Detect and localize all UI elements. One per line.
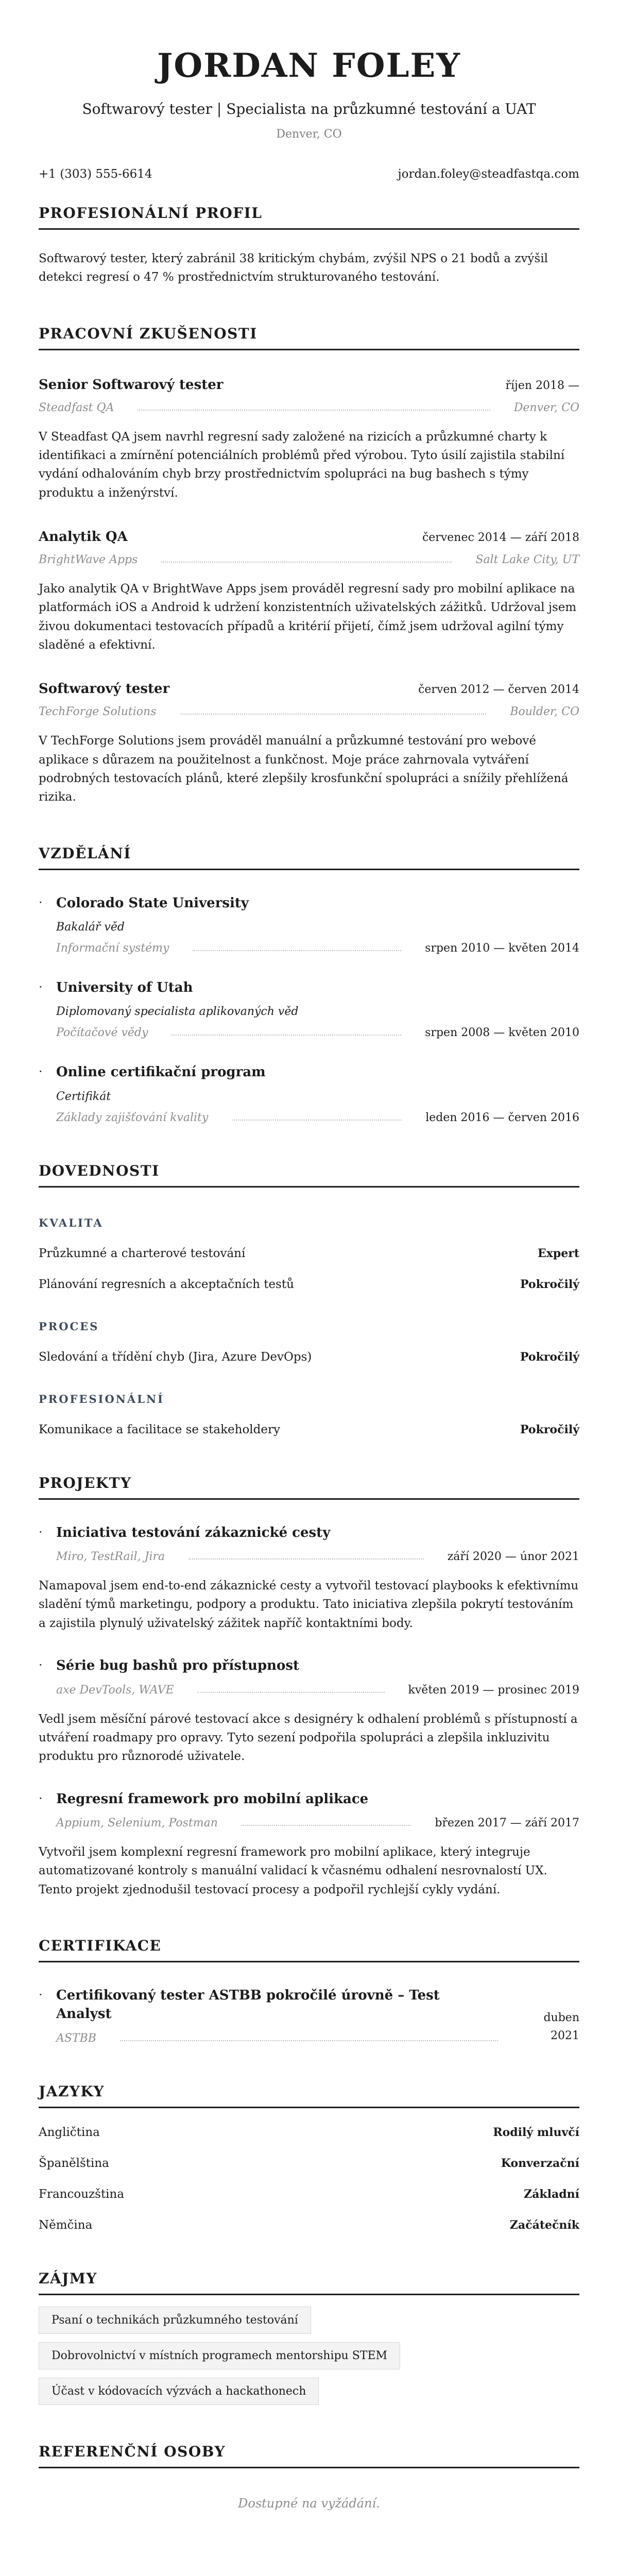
certification-issuer-row — [56, 2032, 522, 2045]
project-dates: březen 2017 — září 2017 — [435, 1816, 579, 1829]
language-row — [39, 2126, 579, 2139]
project-content — [56, 1790, 579, 1829]
dotted-leader — [232, 1120, 402, 1121]
project-description: Vedl jsem měsíční párové testovací akce s designéry k odhalení problémů s přístupností a utváření roadmapy pro opravy. Tyto sezení podpořila spolupráci a zlepšila inkluzivitu produktu pro různorodé uživatele. — [39, 1712, 578, 1764]
job-title: Senior Softwarový tester — [39, 377, 224, 393]
language-level: Konverzační — [501, 2156, 579, 2170]
education-dates: srpen 2008 — květen 2010 — [425, 1026, 579, 1040]
education-content — [56, 894, 579, 955]
field-of-study: Základy zajišťování kvality — [56, 1111, 209, 1124]
phone-number: +1 (303) 555-6614 — [39, 167, 152, 181]
bullet-icon — [39, 1790, 56, 1829]
job-title: Analytik QA — [39, 529, 128, 545]
dotted-leader — [180, 714, 487, 715]
language-row — [39, 2157, 579, 2170]
dotted-leader — [171, 1035, 401, 1036]
section-languages — [39, 2083, 579, 2232]
interest-tag: Psaní o technikách průzkumného testování — [39, 2307, 311, 2334]
job-company-row — [39, 705, 579, 718]
skill-level: Pokročilý — [520, 1350, 579, 1364]
certification-content — [56, 1986, 579, 2045]
degree-name: Diplomovaný specialista aplikovaných věd — [56, 1005, 299, 1019]
project-description: Vytvořil jsem komplexní regresní framework pro mobilní aplikace, který integruje automatizované kontroly s manuální validací k včasnému odhalení nesrovnalostí UX. Tento projekt zjednodušil testovací procesy a podpořil rychlejší cykly vydání. — [39, 1845, 547, 1896]
interest-tags — [39, 2307, 579, 2405]
section-interests — [39, 2270, 579, 2405]
job-location: Boulder, CO — [510, 705, 579, 719]
project-dates: květen 2019 — prosinec 2019 — [408, 1683, 579, 1697]
education-dates: leden 2016 — červen 2016 — [425, 1111, 579, 1124]
skill-row — [39, 1278, 579, 1291]
project-tools-row — [56, 1550, 579, 1563]
education-entry — [39, 978, 579, 1039]
job-title: Softwarový tester — [39, 681, 170, 697]
job-location: Denver, CO — [513, 401, 579, 414]
candidate-name: JORDAN FOLEY — [157, 46, 461, 85]
project-content — [56, 1656, 579, 1696]
project-tools: axe DevTools, WAVE — [56, 1683, 174, 1697]
education-field-row — [56, 1111, 579, 1124]
skill-level: Pokročilý — [520, 1277, 579, 1291]
certification-date: duben 2021 — [543, 2011, 579, 2042]
certification-left — [56, 1986, 522, 2045]
project-content — [56, 1523, 579, 1563]
education-field-row — [56, 1026, 579, 1039]
skill-row — [39, 1247, 579, 1260]
language-level: Základní — [524, 2187, 579, 2201]
certification-title: Certifikovaný tester ASTBB pokročilé úrovně – Test Analyst — [56, 1987, 440, 2022]
skill-name: Průzkumné a charterové testování — [39, 1246, 246, 1260]
job-company: BrightWave Apps — [39, 553, 138, 566]
language-level: Rodilý mluvčí — [493, 2125, 579, 2139]
project-entry — [39, 1523, 579, 1563]
section-heading-skills: DOVEDNOSTI — [39, 1162, 579, 1188]
section-heading-references: REFERENČNÍ OSOBY — [39, 2443, 579, 2468]
interest-tag: Účast v kódovacích výzvách a hackathonech — [39, 2378, 319, 2405]
references-note: Dostupné na vyžádání. — [238, 2496, 380, 2511]
section-heading-projects: PROJEKTY — [39, 1475, 579, 1500]
language-row — [39, 2218, 579, 2232]
dotted-leader — [198, 1692, 385, 1693]
skill-name: Sledování a třídění chyb (Jira, Azure DevOps) — [39, 1350, 312, 1364]
project-description: Namapoval jsem end-to-end zákaznické cesty a vytvořil testovací playbooks k efektivnímu sladění týmů marketingu, podpory a produktu. Tato iniciativa zlepšila pokrytí testováním a zajistila plynulý uživatelský zážitek napříč kontaktními body. — [39, 1579, 579, 1630]
skill-category: KVALITA — [39, 1216, 104, 1229]
section-heading-certifications: CERTIFIKACE — [39, 1937, 579, 1962]
job-company: TechForge Solutions — [39, 705, 157, 719]
skill-level: Pokročilý — [520, 1422, 579, 1436]
project-tools-row — [56, 1684, 579, 1697]
project-dates: září 2020 — únor 2021 — [447, 1550, 579, 1564]
field-of-study: Informační systémy — [56, 941, 169, 955]
section-skills — [39, 1162, 579, 1436]
job-entry — [39, 529, 579, 654]
language-name: Němčina — [39, 2218, 93, 2232]
job-dates: červenec 2014 — září 2018 — [422, 531, 579, 544]
project-tools: Miro, TestRail, Jira — [56, 1550, 165, 1564]
skill-name: Plánování regresních a akceptačních testů — [39, 1277, 294, 1291]
school-name: Online certifikační program — [56, 1064, 266, 1080]
skill-row — [39, 1423, 579, 1436]
job-description: V Steadfast QA jsem navrhl regresní sady založené na rizicích a průzkumné charty k identifikaci a zmírnění potenciálních problémů před výrobou. Tyto úsilí zajistila stabilní vydání odhalováním chyb brzy prostřednictvím spolupráci na bug bashech s týmy produktu a inženýrství. — [39, 430, 565, 500]
skill-category: PROFESIONÁLNÍ — [39, 1392, 165, 1405]
job-entry — [39, 681, 579, 806]
project-title: Série bug bashů pro přístupnost — [56, 1658, 299, 1674]
dotted-leader — [188, 1558, 424, 1560]
skill-name: Komunikace a facilitace se stakeholdery — [39, 1422, 280, 1436]
language-level: Začátečník — [509, 2218, 579, 2232]
project-tools-row — [56, 1817, 579, 1829]
dotted-leader — [138, 410, 490, 411]
email-address: jordan.foley@steadfastqa.com — [398, 167, 579, 181]
section-education — [39, 845, 579, 1124]
language-name: Angličtina — [39, 2125, 100, 2139]
job-dates: červen 2012 — červen 2014 — [418, 683, 579, 697]
project-title: Iniciativa testování zákaznické cesty — [56, 1524, 331, 1540]
job-company-row — [39, 553, 579, 566]
bullet-icon — [39, 978, 56, 1039]
dotted-leader — [120, 2040, 498, 2041]
certification-issuer: ASTBB — [56, 2031, 96, 2045]
job-company-row — [39, 401, 579, 414]
section-certifications — [39, 1937, 579, 2045]
certification-entry — [39, 1986, 579, 2045]
dotted-leader — [242, 1825, 411, 1826]
job-dates: říjen 2018 — — [505, 379, 579, 392]
project-title: Regresní framework pro mobilní aplikace — [56, 1791, 369, 1807]
language-name: Francouzština — [39, 2187, 125, 2201]
section-heading-experience: PRACOVNÍ ZKUŠENOSTI — [39, 325, 579, 350]
school-name: Colorado State University — [56, 895, 249, 911]
job-company: Steadfast QA — [39, 401, 114, 414]
project-entry — [39, 1656, 579, 1696]
job-title-row — [39, 681, 579, 697]
interest-tag: Dobrovolnictví v místních programech mentorshipu STEM — [39, 2342, 400, 2369]
candidate-location: Denver, CO — [276, 128, 342, 141]
school-name: University of Utah — [56, 979, 193, 995]
bullet-icon — [39, 894, 56, 955]
language-row — [39, 2188, 579, 2201]
section-references — [39, 2443, 579, 2511]
education-field-row — [56, 942, 579, 955]
project-tools: Appium, Selenium, Postman — [56, 1816, 218, 1829]
section-heading-interests: ZÁJMY — [39, 2270, 579, 2295]
education-content — [56, 978, 579, 1039]
job-entry — [39, 377, 579, 502]
education-content — [56, 1063, 579, 1124]
skill-level: Expert — [537, 1246, 579, 1260]
education-dates: srpen 2010 — květen 2014 — [425, 941, 579, 955]
job-description: Jako analytik QA v BrightWave Apps jsem prováděl regresní sady pro mobilní aplikace na platformách iOS a Android k udržení konzistentních uživatelských zážitků. Udržoval jsem živou dokumentaci testovacích případů a kritérií přijetí, čímž jsem udržoval agilní týmy sladěné a efektivní. — [39, 582, 577, 652]
bullet-icon — [39, 1063, 56, 1124]
dotted-leader — [161, 562, 452, 563]
education-entry — [39, 894, 579, 955]
bullet-icon — [39, 1986, 56, 2045]
skill-row — [39, 1350, 579, 1364]
skill-category: PROCES — [39, 1319, 99, 1333]
job-title-row — [39, 529, 579, 545]
job-title-row — [39, 377, 579, 393]
section-profile — [39, 205, 579, 287]
section-experience — [39, 325, 579, 807]
section-projects — [39, 1475, 579, 1899]
section-heading-profile: PROFESIONÁLNÍ PROFIL — [39, 205, 579, 230]
candidate-title: Softwarový tester | Specialista na průzkumné testování a UAT — [82, 100, 536, 117]
bullet-icon — [39, 1656, 56, 1696]
language-name: Španělština — [39, 2156, 109, 2170]
project-entry — [39, 1790, 579, 1829]
section-heading-languages: JAZYKY — [39, 2083, 579, 2108]
degree-name: Certifikát — [56, 1090, 111, 1103]
contact-row — [39, 167, 579, 181]
field-of-study: Počítačové vědy — [56, 1026, 148, 1040]
education-entry — [39, 1063, 579, 1124]
degree-name: Bakalář věd — [56, 920, 125, 934]
job-description: V TechForge Solutions jsem prováděl manuální a průzkumné testování pro webové aplikace s důrazem na použitelnost a funkčnost. Moje práce zahrnovala vytváření podrobných testovacích plánů, které zlepšily krosfunkční spolupráci a snížily přehlížená rizika. — [39, 734, 569, 804]
resume-header — [39, 46, 579, 181]
dotted-leader — [193, 950, 401, 951]
job-location: Salt Lake City, UT — [475, 553, 579, 566]
profile-text: Softwarový tester, který zabránil 38 kritickým chybám, zvýšil NPS o 21 bodů a zvýšil detekci regresí o 47 % prostřednictvím strukturovaného testování. — [39, 252, 548, 284]
section-heading-education: VZDĚLÁNÍ — [39, 845, 579, 870]
bullet-icon — [39, 1523, 56, 1563]
